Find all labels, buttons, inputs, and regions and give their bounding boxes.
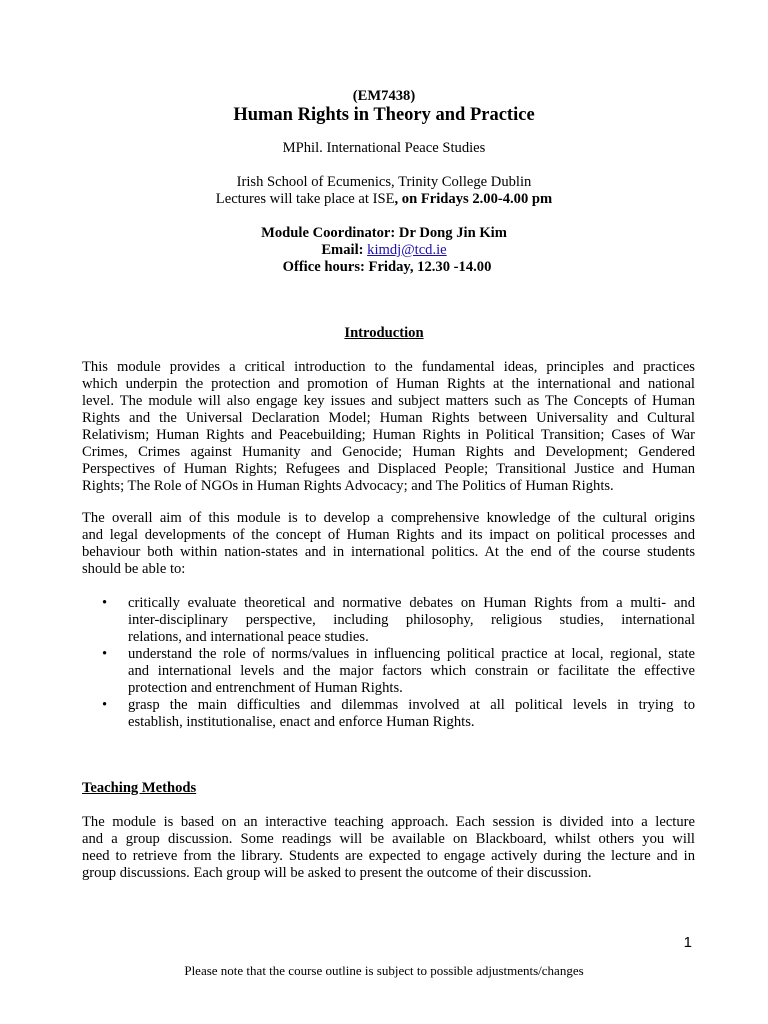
list-item [82, 595, 695, 646]
text-line: Crimes, Crimes against Humanity and Genocide; Human Rights and Development; Gendered [82, 444, 695, 460]
text-line: establish, institutionalise, enact and enforce Human Rights. [128, 714, 475, 730]
bullet-icon: • [102, 595, 108, 611]
teaching-methods-heading: Teaching Methods [82, 780, 197, 796]
text-line: level. The module will also engage key issues and subject matters such as The Concepts of Human [82, 393, 695, 409]
office-hours: Office hours: Friday, 12.30 -14.00 [282, 259, 492, 275]
list-item [82, 646, 695, 697]
text-line: The overall aim of this module is to develop a comprehensive knowledge of the cultural origins [82, 510, 695, 526]
text-line: which underpin the protection and promotion of Human Rights at the international and national [82, 376, 695, 392]
text-line: understand the role of norms/values in influencing political practice at local, regional, state [128, 646, 695, 662]
text-line: Rights; The Role of NGOs in Human Rights Advocacy; and The Politics of Human Rights. [82, 478, 614, 494]
text-line: The module is based on an interactive teaching approach. Each session is divided into a lecture [82, 814, 695, 830]
coordinator-name: Module Coordinator: Dr Dong Jin Kim [261, 225, 507, 241]
text-line: protection and entrenchment of Human Rights. [128, 680, 403, 696]
page-number: 1 [683, 934, 692, 951]
bullet-icon: • [102, 697, 108, 713]
program-name: MPhil. International Peace Studies [282, 140, 486, 156]
introduction-heading: Introduction [344, 325, 424, 341]
lecture-time: , on Fridays 2.00-4.00 pm [394, 191, 553, 207]
text-line: behaviour both within nation-states and in international politics. At the end of the course students [82, 544, 695, 560]
footer-note: Please note that the course outline is subject to possible adjustments/changes [184, 963, 584, 978]
list-item [82, 697, 695, 731]
teaching-methods-paragraph [82, 814, 695, 882]
learning-outcomes-list [82, 595, 695, 731]
text-line: inter-disciplinary perspective, including philosophy, religious studies, international [128, 612, 695, 628]
text-line: This module provides a critical introduction to the fundamental ideas, principles and practices [82, 359, 695, 375]
introduction-paragraph-2 [82, 510, 695, 578]
text-line: critically evaluate theoretical and normative debates on Human Rights from a multi- and [128, 595, 695, 611]
text-line: relations, and international peace studies. [128, 629, 369, 645]
text-line: grasp the main difficulties and dilemmas involved at all political levels in trying to [128, 697, 695, 713]
bullet-icon: • [102, 646, 108, 662]
text-line: should be able to: [82, 561, 186, 577]
text-line: group discussions. Each group will be asked to present the outcome of their discussion. [82, 865, 592, 881]
email-link[interactable]: kimdj@tcd.ie [367, 242, 447, 258]
text-line: and legal developments of the concept of Human Rights and its impact on political processes and [82, 527, 695, 543]
introduction-paragraph-1 [82, 359, 695, 495]
text-line: need to retrieve from the library. Students are expected to engage actively during the lecture and in [82, 848, 695, 864]
coordinator-email-line [0, 242, 768, 259]
text-line: and a group discussion. Some readings will be available on Blackboard, whilst others you will [82, 831, 695, 847]
text-line: Relativism; Human Rights and Peacebuilding; Human Rights in Political Transition; Cases of War [82, 427, 695, 443]
text-line: Perspectives of Human Rights; Refugees and Displaced People; Transitional Justice and Human [82, 461, 695, 477]
course-code: (EM7438) [352, 88, 416, 104]
course-title: Human Rights in Theory and Practice [233, 105, 535, 125]
lecture-info [0, 191, 768, 208]
text-line: and international levels and the major factors which constrain or facilitate the effective [128, 663, 695, 679]
text-line: Rights and the Universal Declaration Model; Human Rights between Universality and Cultural [82, 410, 695, 426]
lecture-location: Lectures will take place at ISE [215, 191, 395, 207]
institution: Irish School of Ecumenics, Trinity College Dublin [236, 174, 532, 190]
email-label: Email: [321, 242, 364, 258]
